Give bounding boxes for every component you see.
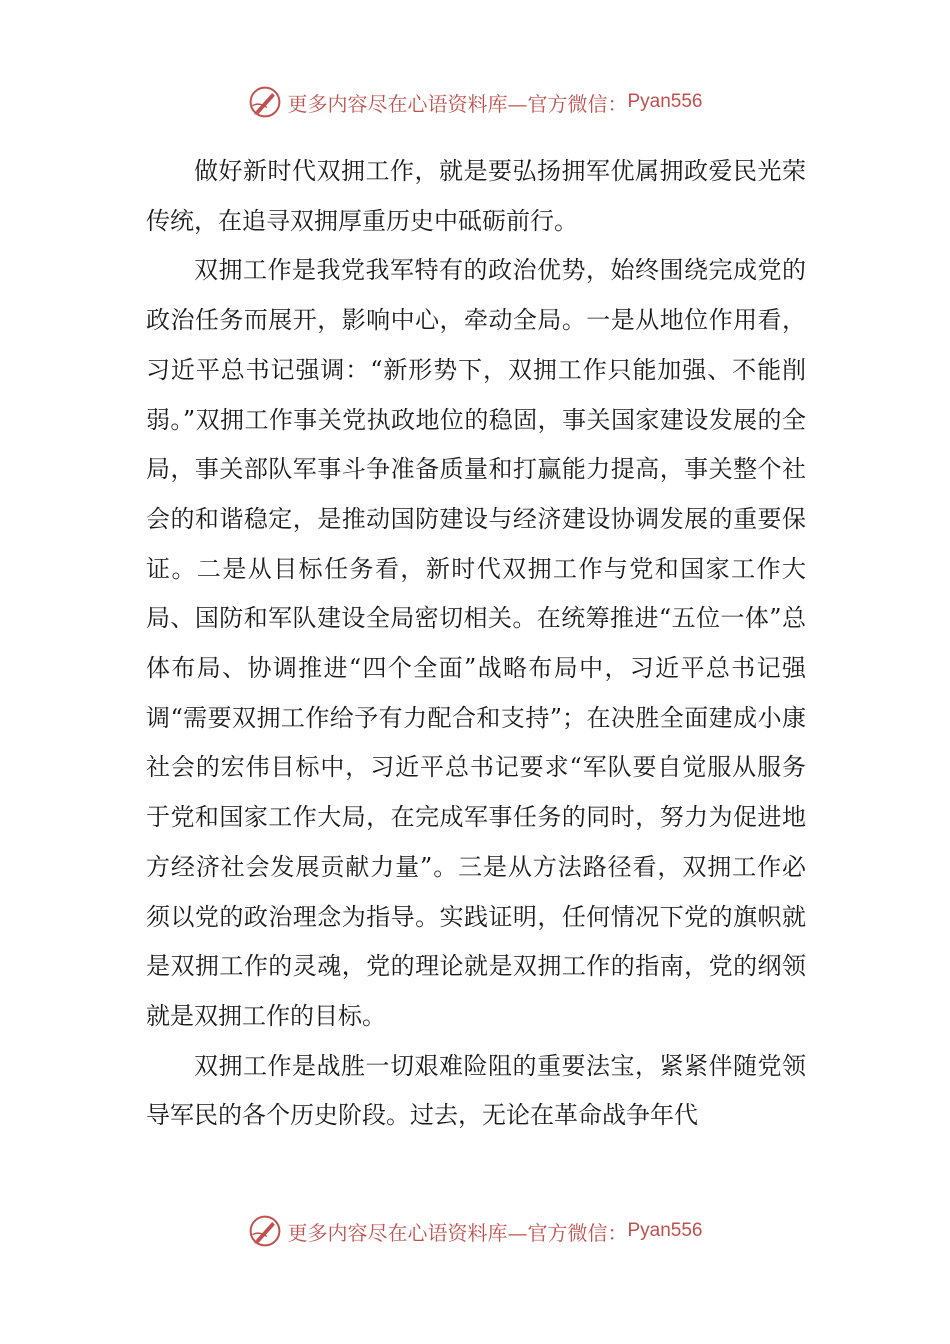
banner-wechat-id: Pyan556 — [627, 1220, 703, 1241]
banner-wechat-id: Pyan556 — [627, 91, 703, 112]
banner-text: 更多内容尽在心语资料库—官方微信： — [287, 91, 628, 116]
paragraph-2: 双拥工作是我党我军特有的政治优势，始终围绕完成党的政治任务而展开，影响中心，牵动全局。一是从地位作用看，习近平总书记强调：“新形势下，双拥工作只能加强、不能削弱。”双拥工作事关党执政地位的稳固，事关国家建设发展的全局，事关部队军事斗争准备质量和打赢能力提高，事关整个社会的和谐稳定，是推动国防建设与经济建设协调发展的重要保证。二是从目标任务看，新时代双拥工作与党和国家工作大局、国防和军队建设全局密切相关。在统筹推进“五位一体”总体布局、协调推进“四个全面”战略布局中，习近平总书记强调“需要双拥工作给予有力配合和支持”；在决胜全面建成小康社会的宏伟目标中，习近平总书记要求“军队要自觉服从服务于党和国家工作大局，在完成军事任务的同时，努力为促进地方经济社会发展贡献力量”。三是从方法路径看，双拥工作必须以党的政治理念为指导。实践证明，任何情况下党的旗帜就是双拥工作的灵魂，党的理论就是双拥工作的指南，党的纲领就是双拥工作的目标。 — [146, 256, 806, 1030]
paragraph-1: 做好新时代双拥工作，就是要弘扬拥军优属拥政爱民光荣传统，在追寻双拥厚重历史中砥砺前行。 — [146, 157, 806, 235]
footer-watermark-banner — [0, 1211, 950, 1251]
pen-circle-icon — [247, 84, 283, 120]
header-watermark-banner — [0, 82, 950, 122]
paragraph-3: 双拥工作是战胜一切艰难险阻的重要法宝，紧紧伴随党领导军民的各个历史阶段。过去，无论在革命战争年代 — [146, 1051, 806, 1130]
document-body — [146, 147, 806, 1141]
banner-text: 更多内容尽在心语资料库—官方微信： — [287, 1220, 628, 1245]
pen-circle-icon — [247, 1213, 283, 1249]
